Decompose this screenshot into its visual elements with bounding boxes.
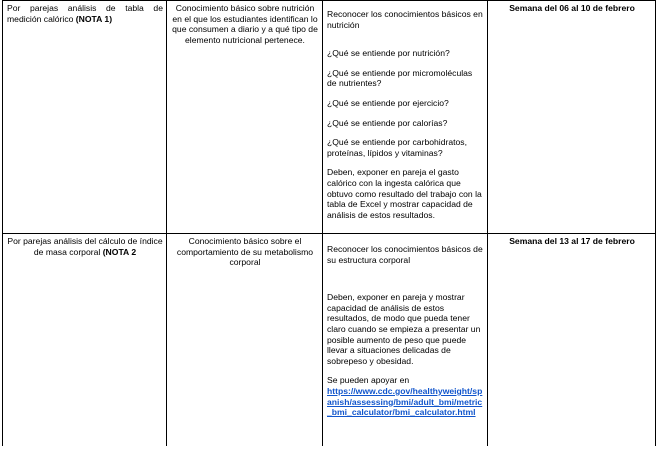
- objective-title: Reconocer los conocimientos básicos en nutrición: [327, 9, 483, 30]
- objective-title: Reconocer los conocimientos básicos de su estructura corporal: [327, 244, 483, 265]
- objective-question: ¿Qué se entiende por ejercicio?: [327, 97, 449, 108]
- note-label: (NOTA 2: [102, 246, 137, 257]
- activity-text: Por parejas análisis del cálculo de índice de masa corporal: [7, 236, 163, 257]
- note-label: (NOTA 1): [75, 13, 113, 24]
- objective-task: Deben, exponer en pareja y mostrar capacidad de análisis de estos resultados, de modo que pueda tener claro cuando se empieza a presentar un posible aumento de peso que puede llevar a situaciones delicadas de sobrepeso y obesidad.: [327, 292, 481, 366]
- objectives-cell: [323, 234, 488, 447]
- objective-question: ¿Qué se entiende por carbohidratos, proteínas, lípidos y vitaminas?: [327, 137, 467, 158]
- plan-table: [2, 0, 656, 446]
- week-label: Semana del 06 al 10 de febrero: [509, 3, 635, 13]
- bmi-calculator-link-wrap[interactable]: [327, 386, 484, 418]
- table-row: [3, 1, 656, 234]
- content-cell: [167, 234, 323, 447]
- week-cell: [488, 1, 656, 234]
- week-cell: [488, 234, 656, 447]
- activity-cell: [3, 1, 167, 234]
- objective-question: ¿Qué se entiende por calorías?: [327, 117, 448, 128]
- objective-support: Se pueden apoyar en: [327, 375, 410, 386]
- activity-text: Por parejas análisis de tabla de medición calórico: [7, 3, 163, 24]
- objectives-cell: [323, 1, 488, 234]
- content-cell: [167, 1, 323, 234]
- table-row: [3, 234, 656, 447]
- objective-task: Deben, exponer en pareja el gasto calórico con la ingesta calórica que obtuvo como resultado del trabajo con la tabla de Excel y mostrar capacidad de análisis de estos resultados.: [327, 167, 482, 220]
- objective-question: ¿Qué se entiende por micromoléculas de nutrientes?: [327, 67, 473, 89]
- objective-question: ¿Qué se entiende por nutrición?: [327, 48, 450, 59]
- bmi-calculator-link[interactable]: https://www.cdc.gov/healthyweight/spanish/assessing/bmi/adult_bmi/metric_bmi_calculator/bmi_calculator.html: [327, 385, 483, 418]
- content-text: Conocimiento básico sobre nutrición en el que los estudiantes identifican lo que consumen a diario y a qué tipo de elemento nutricional pertenece.: [172, 3, 318, 45]
- content-text: Conocimiento básico sobre el comportamiento de su metabolismo corporal: [176, 236, 314, 268]
- activity-cell: [3, 234, 167, 447]
- week-label: Semana del 13 al 17 de febrero: [509, 236, 635, 246]
